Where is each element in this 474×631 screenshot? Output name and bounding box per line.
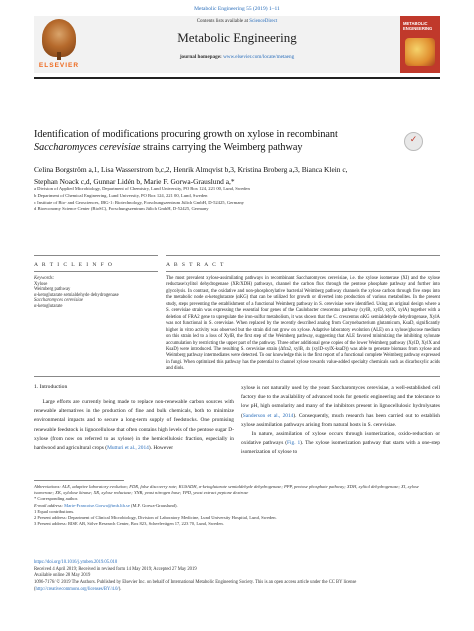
doi-link[interactable]: https://doi.org/10.1016/j.ymben.2019.05.010 <box>34 560 118 565</box>
license-link[interactable]: http://creativecommons.org/licenses/BY/4.0/ <box>35 586 119 592</box>
affiliation-a: a Division of Applied Microbiology, Department of Chemistry, Lund University, PO Box 124, 221 00, Lund, Sweden <box>34 186 250 191</box>
intro-paragraph-3-cont: ). The xylose isomerization pathway that starts with a one-step isomerization of xylose to <box>241 440 440 456</box>
title-organism: Saccharomyces cerevisiae <box>34 141 141 153</box>
keyword[interactable]: Saccharomyces cerevisiae <box>34 298 83 304</box>
crossmark-icon: ✓ <box>409 135 418 145</box>
sciencedirect-link[interactable]: ScienceDirect <box>249 19 278 24</box>
journal-title: Metabolic Engineering <box>177 30 297 45</box>
email-link[interactable]: Marie-Francoise.Gorwa@tmb.lth.se <box>64 502 130 508</box>
footnotes <box>34 484 440 527</box>
publication-info <box>34 560 440 594</box>
abstract-heading: A B S T R A C T <box>166 262 225 268</box>
footnote-3: 3 Present address: RISE AB, Sölve Research Center, Box 823, Scheelevägen 17, 223 70, Lund, Sweden. <box>34 521 224 527</box>
article-info-rule-2 <box>34 271 158 272</box>
authors-line-1[interactable]: Celina Borgström a,1, Lisa Wasserstrom b,c,2, Henrik Almqvist b,3, Kristina Broberg a,3, Bianca Klein c, <box>34 165 348 174</box>
intro-paragraph-1: Large efforts are currently being made to replace non-renewable carbon sources with renewable alternatives in the production of fine and bulk chemicals, both to minimize environmental impacts and to secure a long-term supply of feedstocks. One promising renewable feedstock is lignocellulose that often contains high levels of the pentose sugar D-xylose (from now on referred to as xylose) in the hemicellulosic fraction, especially in hardwood and agricultural crops ( <box>34 399 235 452</box>
available-online: Available online 28 May 2019 <box>34 573 91 579</box>
intro-paragraph-2: xylose is not naturally used by the yeast Saccharomyces cerevisiae, a well-established cell factory due to the availability of advanced tools for genetic engineering and the tolerance to low pH, high osmolarity and many of the inhibitors present in lignocellulosic hydrolysates ( <box>241 385 440 419</box>
keyword[interactable]: α-ketoglutarate semialdehyde dehydrogenase <box>34 292 119 298</box>
elsevier-logo[interactable] <box>34 16 84 73</box>
abbreviations: Abbreviations: ALE, adaptive laboratory evolution; FDR, false discovery rate; KGSADH, α-ketoglutarate semialdehyde dehydrogenase; PPP, pentose phosphate pathway; XDH, xylitol dehydrogenase; XI, xylose isomerase; XK, xylulose kinase; XR, xylose reductase; YNB, yeast nitrogen base; YPD, yeast extract peptone dextrose <box>34 484 419 496</box>
contents-prefix: Contents lists available at <box>196 19 250 24</box>
title-line-1: Identification of modifications procuring growth on xylose in recombinant <box>34 129 338 140</box>
intro-right-column <box>241 384 440 458</box>
keyword[interactable]: α-ketoglutarate <box>34 303 63 309</box>
intro-paragraph-2-cont: ). Consequently, much research has been carried out to establish xylose assimilation pathways arising from natural hosts in S. cerevisiae. <box>241 412 440 428</box>
keyword[interactable]: Weimberg pathway <box>34 287 71 293</box>
received-dates: Received 4 April 2019; Received in revised form 14 May 2019; Accepted 27 May 2019 <box>34 566 197 572</box>
homepage-prefix: journal homepage: <box>179 54 224 60</box>
license-end: ). <box>118 586 122 592</box>
journal-homepage-link[interactable]: www.elsevier.com/locate/metaeng <box>223 54 295 60</box>
elsevier-trunk <box>57 52 61 60</box>
section-heading-introduction: 1. Introduction <box>34 384 68 390</box>
homepage-line <box>100 54 374 60</box>
email-suffix: (M.F. Gorwa-Grauslund). <box>129 502 178 508</box>
contents-line <box>100 19 374 24</box>
license-text <box>34 580 440 593</box>
footnote-2: 2 Present address: Department of Clinical Microbiology, Division of Laboratory Medicine, Lund University Hospital, Lund, Sweden. <box>34 515 277 521</box>
masthead-rule <box>34 77 440 79</box>
abstract-bottom-rule <box>34 376 440 377</box>
keywords <box>34 276 158 310</box>
intro-paragraph-3: In nature, assimilation of xylose occurs through isomerization, oxido-reduction or oxidative pathways ( <box>241 431 440 447</box>
citation-link[interactable]: Sanderson et al., 2014 <box>242 412 294 419</box>
footnote-rule <box>34 480 124 481</box>
cover-image <box>405 38 435 66</box>
footnote-1: 1 Equal contributions. <box>34 508 75 514</box>
author-list <box>34 164 440 187</box>
citation-link[interactable]: Mutturi et al., 2014 <box>107 445 149 452</box>
license-prefix: 1096-7176/ © 2019 The Authors. Published by Elsevier Inc. on behalf of International Metabolic Engineering Society. This is an open access article under the CC BY license ( <box>34 580 357 592</box>
abstract-text: The most prevalent xylose-assimilating pathways in recombinant Saccharomyces cerevisiae, i.e. the xylose isomerase (XI) and the xylose reductase/xylitol dehydrogenase (XR/XDH) pathways, channel the carbon flux through the pentose phosphate pathway and further into glycolysis. In contrast, the oxidative and non-phosphorylative bacterial Weimberg pathway channels the xylose carbon through five steps into the metabolic node α-ketoglutarate (αKG) that can be utilized for growth or diverted into production of various metabolites. In the present study, steps preventing the establishment of a functional Weimberg pathway in S. cerevisiae were identified. Using an original design where a S. cerevisiae strain was expressing the essential four genes of the Caulobacter crescentus pathway (xylB, xylD, xylX, xylA) together with a deletion of FRA2 gene to upregulate the iron-sulfur metabolism, it was shown that the C. crescentus αKG semialdehyde dehydrogenase, XylA was not functional in S. cerevisiae. When replaced by the recently described analog from Corynebacterium glutamicum, KsaD, significantly higher in vitro activity was observed but the strain did not grow on xylose. Adaptive laboratory evolution (ALE) on a xylose/glucose medium on this strain led to a loss of XylB, the first step of the Weimberg pathway, suggesting that ALE favored minimizing the inhibiting xylonate accumulation by restricting the upper part of the pathway. Three other additional gene copies of the lower Weimberg pathway (XylD, XylX and KsaD) were introduced. The resulting S. cerevisiae strain (Δfra2, xylB, 4x (xylD-xylX-ksaD)) was able to generate biomass from xylose and Weimberg pathway intermediates were detected. To our knowledge this is the first report of a functional complete Weimberg pathway expressed in fungi. When optimized this pathway has the potential to channel xylose towards value-added specialty chemicals such as dicarboxylic acids and diols. <box>166 276 440 372</box>
journal-cover[interactable] <box>400 16 440 73</box>
figure-link[interactable]: Fig. 1 <box>287 440 301 447</box>
corresponding-author-note: * Corresponding author. <box>34 496 79 502</box>
title-line-2-rest: strains carrying the Weimberg pathway <box>140 141 303 153</box>
article-info-rule <box>34 255 158 256</box>
keywords-label: Keywords: <box>34 276 55 281</box>
cover-title: METABOLIC ENGINEERING <box>403 21 433 31</box>
abstract-rule-2 <box>166 271 440 272</box>
keyword[interactable]: Xylose <box>34 281 48 287</box>
affiliation-d: d Bioeconomy Science Center (BioSC), Forschungszentrum Jülich GmbH, D-52425, Germany <box>34 206 209 212</box>
affiliations <box>34 186 440 213</box>
elsevier-wordmark: ELSEVIER <box>38 62 80 69</box>
affiliation-c: c Institute of Bio- and Geosciences, IBG-1: Biotechnology, Forschungszentrum Jülich GmbH, D-52425, Germany <box>34 199 244 205</box>
journal-reference[interactable]: Metabolic Engineering 55 (2019) 1–11 <box>194 6 280 12</box>
article-title <box>34 129 394 154</box>
abstract-rule <box>166 255 440 256</box>
authors-line-2[interactable]: Stephan Noack c,d, Gunnar Lidén b, Marie F. Gorwa-Grauslund a,* <box>34 176 235 186</box>
affiliation-b: b Department of Chemical Engineering, Lund University, PO Box 124, 221 00, Lund, Sweden <box>34 192 208 198</box>
email-prefix: E-mail address: <box>34 502 65 508</box>
article-info-heading: A R T I C L E I N F O <box>34 262 114 268</box>
intro-paragraph-1-end: ). However <box>148 445 174 452</box>
intro-left-column <box>34 398 234 453</box>
crossmark-button[interactable] <box>404 132 423 151</box>
